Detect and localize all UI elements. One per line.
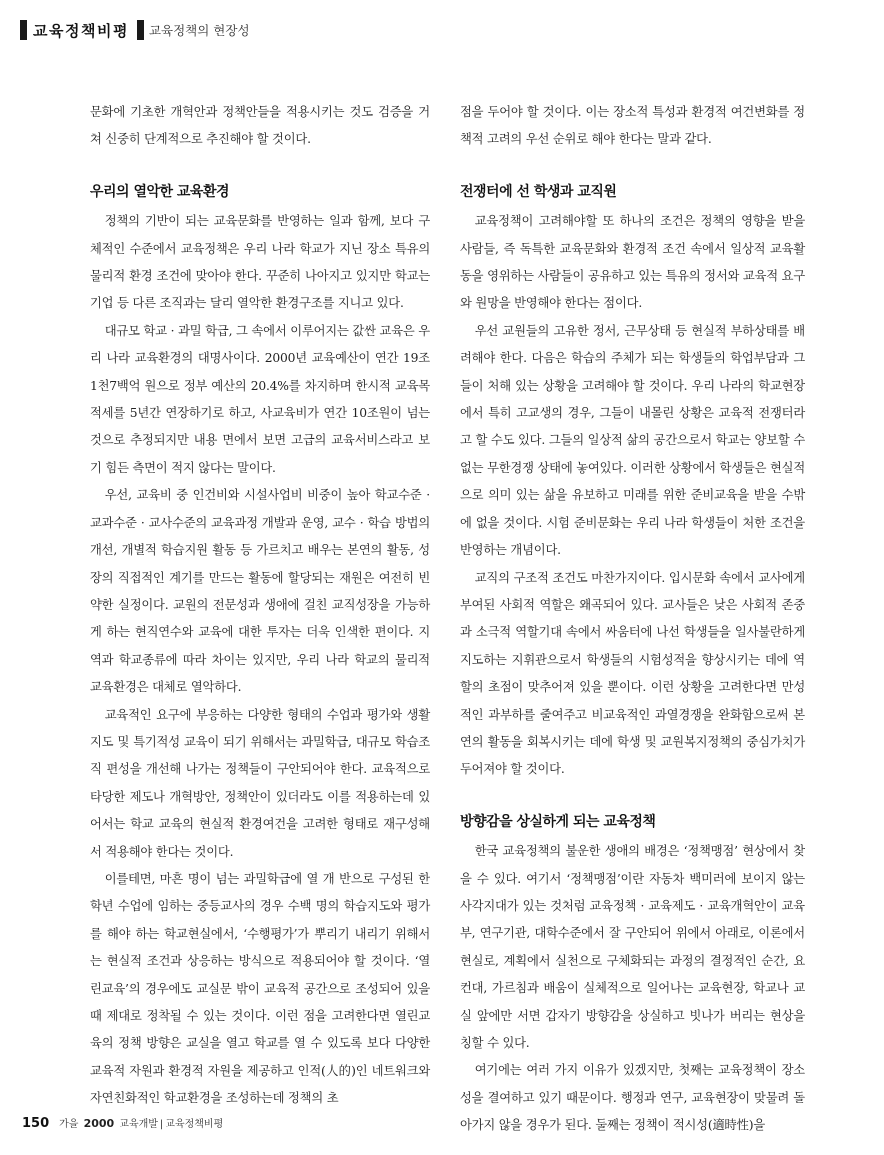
page-footer	[22, 1112, 223, 1131]
section-heading: 우리의 열악한 교육환경	[90, 183, 229, 200]
body-paragraph: 교직의 구조적 조건도 마찬가지이다. 입시문화 속에서 교사에게 부여된 사회적 역할은 왜곡되어 있다. 교사들은 낮은 사회적 존중과 소극적 역할기대 속에서 싸움터에 나선 학생들을 일사불란하게 지도하는 지휘관으로서 학생들의 시험성적을 향상시키는 데에 역할의 초점이 맞추어져 있을 뿐이다. 이런 상황을 고려한다면 만성적인 과부하를 줄여주고 비교육적인 과열경쟁을 완화함으로써 본연의 활동을 회복시키는 데에 학생 및 교원복지정책의 중심가치가 두어져야 할 것이다.	[460, 570, 805, 777]
section-heading: 전쟁터에 선 학생과 교직원	[460, 183, 617, 200]
body-paragraph: 한국 교육정책의 불운한 생애의 배경은 ‘정책맹점’ 현상에서 찾을 수 있다. 여기서 ‘정책맹점’이란 자동차 백미러에 보이지 않는 사각지대가 있는 것처럼 교육정책 · 교육제도 · 교육개혁안이 교육부, 연구기관, 대학수준에서 잘 구안되어 위에서 아래로, 이론에서 현실로, 계획에서 실천으로 구체화되는 과정의 결정적인 순간, 요컨대, 가르침과 배움이 실체적으로 일어나는 교육현장, 학교나 교실 앞에만 서면 갑자기 방향감을 상실하고 빗나가 버리는 현상을 칭할 수 있다.	[460, 844, 805, 1050]
body-paragraph: 이를테면, 마흔 명이 넘는 과밀학급에 열 개 반으로 구성된 한 학년 수업에 임하는 중등교사의 경우 수백 명의 학습지도와 평가를 해야 하는 학교현실에서, ‘수행평가’가 뿌리기 내리기 위해서는 현실적 조건과 상응하는 방식으로 적용되어야 할 것이다. ‘열린교육’의 경우에도 교실문 밖이 교육적 공간으로 조성되어 있을 때 제대로 정착될 수 있는 것이다. 이런 점을 고려한다면 열린교육의 정책 방향은 교실을 열고 학교를 열 수 있도록 보다 다양한 교육적 자원과 환경적 자원을 제공하고 인적(人的)인 네트워크와 자연친화적인 학교환경을 조성하는데 정책의 초	[90, 871, 430, 1106]
footer-section: 교육정책비평	[165, 1119, 224, 1130]
body-paragraph: 교육정책이 고려해야할 또 하나의 조건은 정책의 영향을 받을 사람들, 즉 독특한 교육문화와 환경적 조건 속에서 일상적 교육활동을 영위하는 사람들이 공유하고 있는 특유의 정서와 교육적 요구와 원망을 반영해야 한다는 점이다.	[460, 214, 805, 311]
body-paragraph: 정책의 기반이 되는 교육문화를 반영하는 일과 함께, 보다 구체적인 수준에서 교육정책은 우리 나라 학교가 지닌 장소 특유의 물리적 환경 조건에 맞아야 한다. 꾸준히 나아지고 있지만 학교는 기업 등 다른 조직과는 달리 열악한 환경구조를 지니고 있다.	[90, 214, 430, 311]
body-paragraph: 우선 교원들의 고유한 정서, 근무상태 등 현실적 부하상태를 배려해야 한다. 다음은 학습의 주체가 되는 학생들의 학업부담과 그들이 처해 있는 상황을 고려해야 할 것이다. 우리 나라의 학교현장에서 특히 고교생의 경우, 그들이 내몰린 상황은 교육적 전쟁터라고 할 수도 있다. 그들의 일상적 삶의 공간으로서 학교는 양보할 수 없는 무한경쟁 상태에 놓여있다. 이러한 상황에서 학생들은 현실적으로 의미 있는 삶을 유보하고 미래를 위한 준비교육을 받을 수밖에 없을 것이다. 시험 준비문화는 우리 나라 학생들이 처한 조건을 반영하는 개념이다.	[460, 323, 805, 558]
page-header	[20, 18, 250, 42]
header-bar-marker	[137, 20, 144, 40]
page-number: 150	[22, 1116, 50, 1131]
article-subtitle: 교육정책의 현장성	[148, 23, 250, 38]
section-name: 교육정책비평	[33, 21, 129, 40]
body-paragraph: 교육적인 요구에 부응하는 다양한 형태의 수업과 평가와 생활지도 및 특기적성 교육이 되기 위해서는 과밀학급, 대규모 학습조직 편성을 개선해 나가는 정책들이 구안되어야 한다. 교육적으로 타당한 제도나 개혁방안, 정책안이 있더라도 이를 적용하는데 있어서는 학교 교육의 현실적 환경여건을 고려한 형태로 재구성해서 적용해야 한다는 것이다.	[90, 707, 430, 859]
header-bar-marker	[20, 20, 27, 40]
body-paragraph: 여기에는 여러 가지 이유가 있겠지만, 첫째는 교육정책이 장소성을 결여하고 있기 때문이다. 행정과 연구, 교육현장이 맞물려 돌아가지 않을 경우가 된다. 둘째는 정책이 적시성(適時性)을	[460, 1063, 805, 1133]
footer-year: 2000	[83, 1117, 115, 1130]
right-column	[460, 99, 805, 1140]
body-paragraph: 문화에 기초한 개혁안과 정책안들을 적용시키는 것도 검증을 거쳐 신중히 단계적으로 추진해야 할 것이다.	[90, 105, 430, 147]
footer-separator: |	[159, 1119, 164, 1130]
body-paragraph: 우선, 교육비 중 인건비와 시설사업비 비중이 높아 학교수준 · 교과수준 · 교사수준의 교육과정 개발과 운영, 교수 · 학습 방법의 개선, 개별적 학습지원 활동 등 가르치고 배우는 본연의 활동, 성장의 직접적인 계기를 만드는 활동에 할당되는 재원은 여전히 빈약한 실정이다. 교원의 전문성과 생애에 걸친 교직성장을 가능하게 하는 현직연수와 교육에 대한 투자는 더욱 인색한 편이다. 지역과 학교종류에 따라 차이는 있지만, 우리 나라 학교의 물리적 교육환경은 대체로 열악하다.	[90, 488, 430, 695]
body-paragraph: 대규모 학교 · 과밀 학급, 그 속에서 이루어지는 값싼 교육은 우리 나라 교육환경의 대명사이다. 2000년 교육예산이 연간 19조 1천7백억 원으로 정부 예산의 20.4%를 차지하며 한시적 교육목적세를 5년간 연장하기로 하고, 사교육비가 연간 10조원이 넘는 것으로 추정되지만 내용 면에서 보면 고급의 교육서비스라고 보기 힘든 측면이 적지 않다는 말이다.	[90, 323, 430, 475]
footer-magazine: 교육개발	[119, 1119, 158, 1130]
section-heading: 방향감을 상실하게 되는 교육정책	[460, 813, 656, 830]
footer-season: 가을	[59, 1119, 79, 1130]
body-paragraph: 점을 두어야 할 것이다. 이는 장소적 특성과 환경적 여건변화를 정책적 고려의 우선 순위로 해야 한다는 말과 같다.	[460, 105, 805, 147]
left-column	[90, 99, 430, 1113]
